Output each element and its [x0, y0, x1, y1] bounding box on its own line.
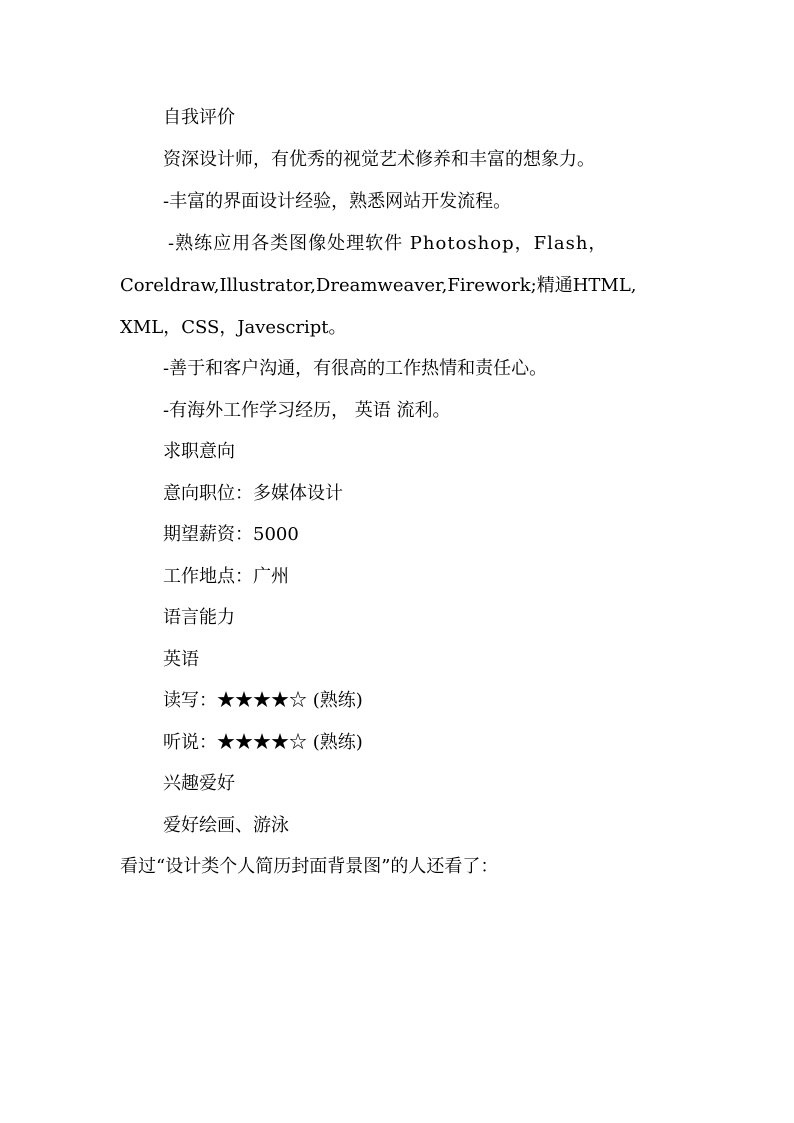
text-line: -熟练应用各类图像处理软件 Photoshop，Flash，	[168, 233, 608, 254]
text-line: 爱好绘画、游泳	[163, 815, 289, 836]
rating-line-read-write: 读写：★★★★☆ (熟练)	[163, 690, 363, 711]
text-line: Coreldraw,Illustrator,Dreamweaver,Firework;精通HTML,	[120, 275, 637, 296]
section-heading-language-ability: 语言能力	[163, 607, 235, 628]
text-line: -有海外工作学习经历， 英语 流利。	[163, 400, 451, 421]
text-line: 工作地点：广州	[163, 566, 289, 587]
section-heading-job-intention: 求职意向	[163, 441, 235, 462]
related-docs-heading: 看过“设计类个人简历封面背景图”的人还看了：	[120, 856, 499, 877]
text-line: -丰富的界面设计经验，熟悉网站开发流程。	[163, 191, 512, 212]
rating-line-listen-speak: 听说：★★★★☆ (熟练)	[163, 732, 363, 753]
section-heading-hobbies: 兴趣爱好	[163, 773, 235, 794]
text-line: 意向职位：多媒体设计	[163, 483, 343, 504]
text-line: 资深设计师，有优秀的视觉艺术修养和丰富的想象力。	[163, 149, 595, 170]
text-line: -善于和客户沟通，有很高的工作热情和责任心。	[163, 358, 548, 379]
section-heading-self-evaluation: 自我评价	[163, 107, 235, 128]
text-line: XML，CSS，Javescript。	[120, 317, 347, 338]
text-line: 期望薪资：5000	[163, 524, 299, 545]
text-line: 英语	[163, 649, 199, 670]
